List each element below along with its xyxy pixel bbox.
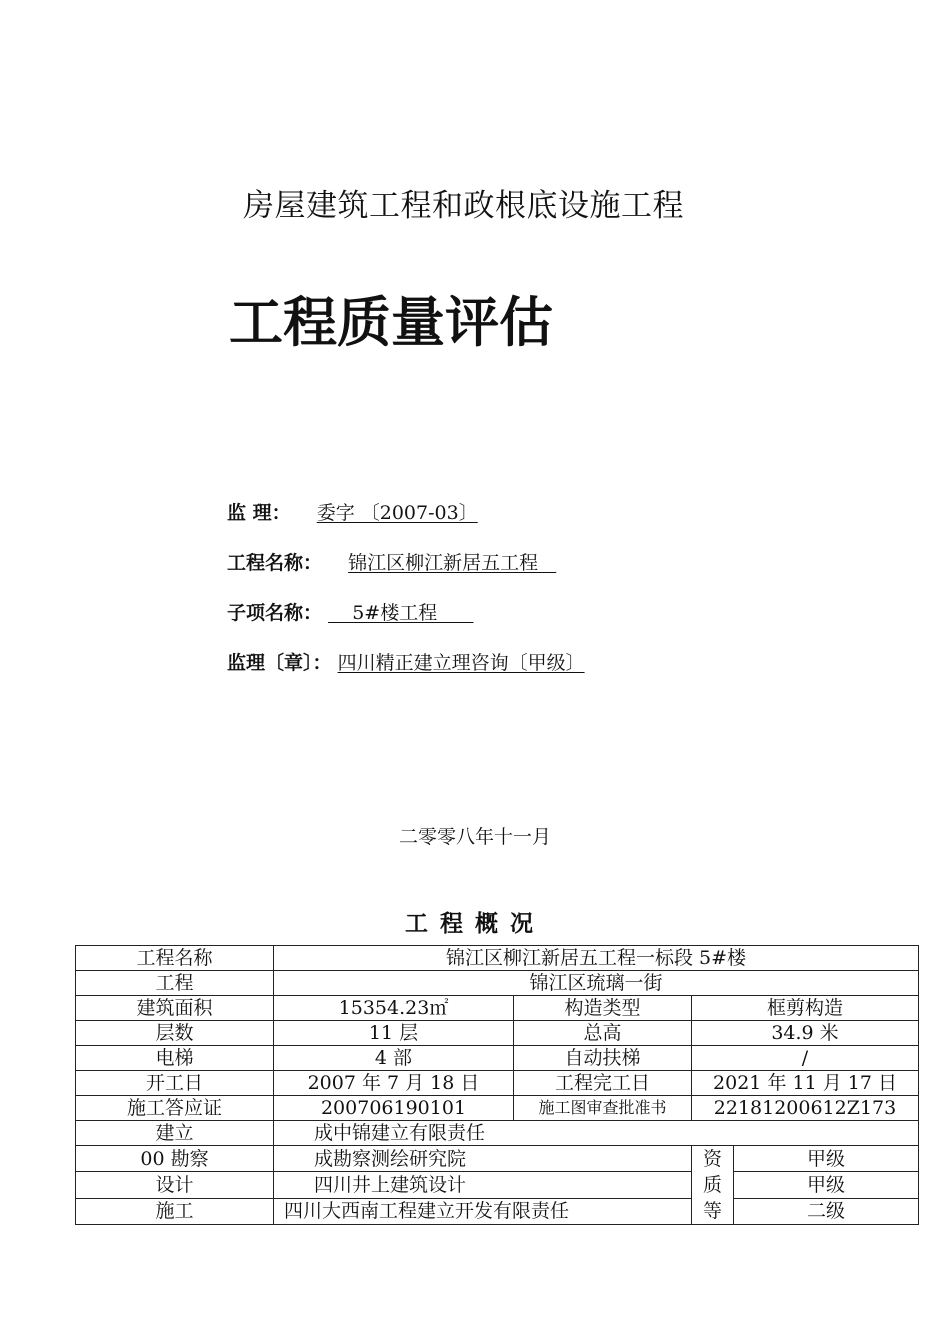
subitem-name-label: 子项名称： [227,602,323,624]
document-title: 工程质量评估 [229,291,553,354]
structure-label-cell: 构造类型 [514,996,692,1021]
structure-value-cell: 框剪构造 [692,996,919,1021]
document-date: 二零零八年十一月 [398,826,551,848]
elevator-label-cell: 电梯 [76,1046,274,1071]
table-row [76,996,919,1021]
floors-label-cell: 层数 [76,1021,274,1046]
floors-value-cell: 11 层 [274,1021,514,1046]
escalator-value-cell: / [692,1046,919,1071]
project-label-cell: 工程 [76,971,274,996]
construction-value-cell: 四川大西南工程建立开发有限责任 [274,1198,692,1224]
table-row [76,1071,919,1096]
design-label-cell: 设计 [76,1172,274,1198]
supervision-no-value: 委字 〔2007-03〕 [316,502,478,524]
start-date-label-cell: 开工日 [76,1071,274,1096]
height-value-cell: 34.9 米 [692,1021,919,1046]
table-row [76,946,919,971]
table-row [76,1198,919,1224]
construction-grade-cell: 二级 [734,1198,919,1224]
permit-label-cell: 施工答应证 [76,1096,274,1121]
supervisor-seal-value: 四川精正建立理咨询〔甲级〕 [337,652,585,674]
table-row [76,1046,919,1071]
builder-value-cell: 成中锦建立有限责任 [274,1121,919,1146]
design-grade-cell: 甲级 [734,1172,919,1198]
qualification-label-cell [692,1146,734,1225]
supervision-no-row [227,498,478,525]
project-value-cell: 锦江区琉璃一街 [274,971,919,996]
project-name-label: 工程名称： [227,552,323,574]
overview-title: 工程概况 [405,911,545,937]
table-row [76,1021,919,1046]
table-row [76,1172,919,1198]
area-value-cell: 15354.23㎡ [274,996,514,1021]
review-value-cell: 22181200612Z173 [692,1096,919,1121]
table-row [76,1146,919,1172]
subitem-name-value: 5#楼工程 [328,602,474,624]
survey-grade-cell: 甲级 [734,1146,919,1172]
project-name-label-cell: 工程名称 [76,946,274,971]
document-subtitle: 房屋建筑工程和政根底设施工程 [243,188,684,224]
project-name-value-cell: 锦江区柳江新居五工程一标段 5#楼 [274,946,919,971]
supervisor-seal-row [227,648,585,675]
construction-label-cell: 施工 [76,1198,274,1224]
builder-label-cell: 建立 [76,1121,274,1146]
qualification-label-text: 资质等 [702,1148,722,1222]
elevator-value-cell: 4 部 [274,1046,514,1071]
subitem-name-row [227,598,473,625]
table-row [76,1096,919,1121]
review-label-cell: 施工图审查批准书 [514,1096,692,1121]
supervision-no-label: 监 理： [227,502,291,524]
finish-date-value-cell: 2021 年 11 月 17 日 [692,1071,919,1096]
height-label-cell: 总高 [514,1021,692,1046]
project-name-value: 锦江区柳江新居五工程 [348,552,557,574]
survey-label-cell: 00 勘察 [76,1146,274,1172]
table-row [76,1121,919,1146]
start-date-value-cell: 2007 年 7 月 18 日 [274,1071,514,1096]
design-value-cell: 四川井上建筑设计 [274,1172,692,1198]
escalator-label-cell: 自动扶梯 [514,1046,692,1071]
table-row [76,971,919,996]
area-label-cell: 建筑面积 [76,996,274,1021]
project-name-row [227,548,556,575]
supervisor-seal-label: 监理〔章〕： [227,652,332,674]
survey-value-cell: 成勘察测绘研究院 [274,1146,692,1172]
finish-date-label-cell: 工程完工日 [514,1071,692,1096]
project-overview-table [75,945,919,1225]
permit-value-cell: 200706190101 [274,1096,514,1121]
